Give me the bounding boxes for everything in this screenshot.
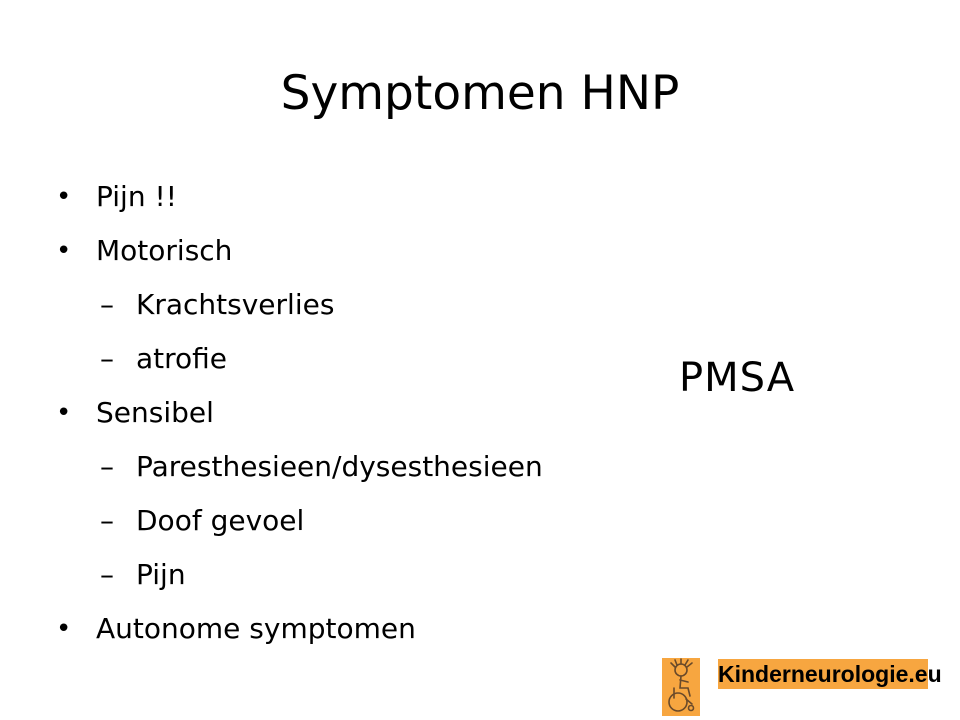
wheelchair-figure-icon	[662, 658, 700, 716]
sub-bullet-text: Pijn	[136, 558, 186, 591]
bullet-item	[56, 230, 543, 284]
bullet-text: Sensibel	[96, 396, 214, 429]
sub-bullet-text: Paresthesieen/dysesthesieen	[136, 450, 543, 483]
logo-text: Kinderneurologie.eu	[718, 661, 942, 687]
sub-bullet-item	[56, 500, 543, 554]
bullet-dot-icon: •	[56, 236, 72, 266]
bullet-dot-icon: •	[56, 398, 72, 428]
bullet-item	[56, 176, 543, 230]
dash-icon: –	[100, 450, 114, 483]
bullet-dot-icon: •	[56, 614, 72, 644]
bullet-item	[56, 608, 543, 662]
sub-bullet-text: Doof gevoel	[136, 504, 305, 537]
sub-bullet-item	[56, 554, 543, 608]
bullet-dot-icon: •	[56, 182, 72, 212]
kinderneurologie-logo	[662, 658, 942, 716]
dash-icon: –	[100, 342, 114, 375]
bullet-text: Motorisch	[96, 234, 233, 267]
slide-title: Symptomen HNP	[280, 66, 680, 121]
sub-bullet-item	[56, 284, 543, 338]
sub-bullet-text: Krachtsverlies	[136, 288, 335, 321]
sub-bullet-item	[56, 338, 543, 392]
bullet-item	[56, 392, 543, 446]
pmsa-label: PMSA	[679, 355, 796, 401]
dash-icon: –	[100, 288, 114, 321]
bullet-text: Pijn !!	[96, 180, 177, 213]
sub-bullet-text: atrofie	[136, 342, 228, 375]
dash-icon: –	[100, 504, 114, 537]
bullet-text: Autonome symptomen	[96, 612, 416, 645]
dash-icon: –	[100, 558, 114, 591]
sub-bullet-item	[56, 446, 543, 500]
bullet-list	[56, 176, 543, 662]
